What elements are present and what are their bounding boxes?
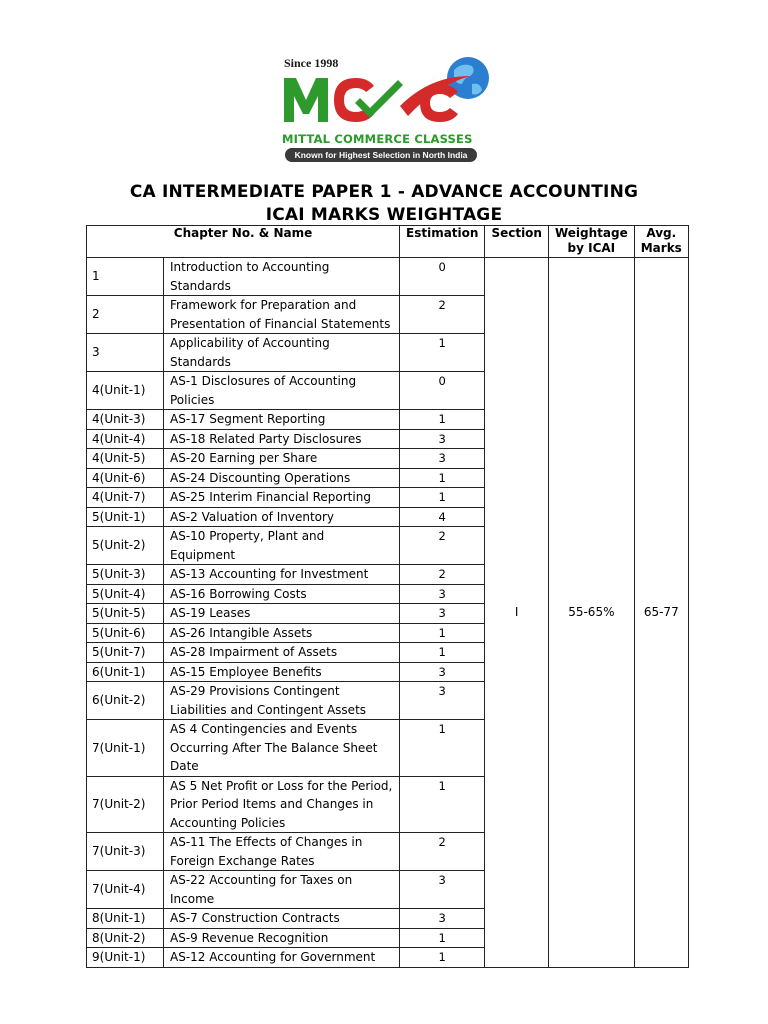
chapter-number: 9(Unit-1) — [87, 948, 164, 968]
estimation-value: 3 — [400, 909, 485, 929]
chapter-name: AS-17 Segment Reporting — [164, 410, 400, 430]
estimation-value: 4 — [400, 507, 485, 527]
estimation-value: 1 — [400, 410, 485, 430]
estimation-value: 1 — [400, 623, 485, 643]
chapter-number: 8(Unit-1) — [87, 909, 164, 929]
chapter-number: 5(Unit-2) — [87, 527, 164, 565]
chapter-name: AS-12 Accounting for Government — [164, 948, 400, 968]
chapter-name: AS-10 Property, Plant and Equipment — [164, 527, 400, 565]
chapter-name: AS-9 Revenue Recognition — [164, 928, 400, 948]
estimation-value: 2 — [400, 527, 485, 565]
chapter-number: 5(Unit-4) — [87, 584, 164, 604]
chapter-number: 3 — [87, 334, 164, 372]
weightage-value: 55-65% — [548, 258, 634, 968]
chapter-name: AS-1 Disclosures of Accounting Policies — [164, 372, 400, 410]
weightage-table — [86, 225, 689, 968]
brand-name: MITTAL COMMERCE CLASSES — [282, 132, 473, 146]
chapter-name: AS 4 Contingencies and Events Occurring After The Balance Sheet Date — [164, 720, 400, 777]
estimation-value: 3 — [400, 584, 485, 604]
estimation-value: 1 — [400, 948, 485, 968]
chapter-number: 4(Unit-4) — [87, 429, 164, 449]
tagline-badge: Known for Highest Selection in North India — [285, 148, 477, 162]
estimation-value: 3 — [400, 429, 485, 449]
chapter-name: AS 5 Net Profit or Loss for the Period, Prior Period Items and Changes in Accounting Policies — [164, 776, 400, 833]
estimation-value: 0 — [400, 258, 485, 296]
chapter-name: AS-22 Accounting for Taxes on Income — [164, 871, 400, 909]
chapter-name: AS-28 Impairment of Assets — [164, 643, 400, 663]
chapter-name: AS-25 Interim Financial Reporting — [164, 488, 400, 508]
chapter-name: AS-18 Related Party Disclosures — [164, 429, 400, 449]
estimation-value: 1 — [400, 488, 485, 508]
estimation-value: 3 — [400, 682, 485, 720]
chapter-number: 4(Unit-5) — [87, 449, 164, 469]
chapter-number: 6(Unit-2) — [87, 682, 164, 720]
chapter-name: AS-7 Construction Contracts — [164, 909, 400, 929]
chapter-name: Framework for Preparation and Presentation of Financial Statements — [164, 296, 400, 334]
chapter-number: 1 — [87, 258, 164, 296]
chapter-name: AS-20 Earning per Share — [164, 449, 400, 469]
estimation-value: 1 — [400, 776, 485, 833]
chapter-number: 5(Unit-7) — [87, 643, 164, 663]
chapter-number: 4(Unit-1) — [87, 372, 164, 410]
header-estimation: Estimation — [400, 226, 485, 258]
chapter-number: 5(Unit-5) — [87, 604, 164, 624]
estimation-value: 3 — [400, 604, 485, 624]
page-subtitle: ICAI MARKS WEIGHTAGE — [265, 205, 503, 225]
estimation-value: 2 — [400, 833, 485, 871]
chapter-number: 4(Unit-6) — [87, 468, 164, 488]
estimation-value: 1 — [400, 928, 485, 948]
chapter-number: 5(Unit-1) — [87, 507, 164, 527]
estimation-value: 3 — [400, 871, 485, 909]
estimation-value: 2 — [400, 565, 485, 585]
estimation-value: 1 — [400, 468, 485, 488]
chapter-number: 7(Unit-3) — [87, 833, 164, 871]
chapter-name: Introduction to Accounting Standards — [164, 258, 400, 296]
chapter-number: 7(Unit-4) — [87, 871, 164, 909]
chapter-name: AS-13 Accounting for Investment — [164, 565, 400, 585]
chapter-name: AS-16 Borrowing Costs — [164, 584, 400, 604]
chapter-number: 2 — [87, 296, 164, 334]
chapter-number: 4(Unit-7) — [87, 488, 164, 508]
table-body — [87, 258, 689, 968]
chapter-name: Applicability of Accounting Standards — [164, 334, 400, 372]
chapter-name: AS-29 Provisions Contingent Liabilities and Contingent Assets — [164, 682, 400, 720]
chapter-number: 4(Unit-3) — [87, 410, 164, 430]
since-year-text: Since 1998 — [284, 56, 339, 70]
estimation-value: 1 — [400, 643, 485, 663]
estimation-value: 3 — [400, 662, 485, 682]
chapter-number: 7(Unit-1) — [87, 720, 164, 777]
chapter-name: AS-26 Intangible Assets — [164, 623, 400, 643]
header-weightage: Weightage by ICAI — [548, 226, 634, 258]
section-value: I — [485, 258, 549, 968]
chapter-number: 7(Unit-2) — [87, 776, 164, 833]
chapter-name: AS-11 The Effects of Changes in Foreign Exchange Rates — [164, 833, 400, 871]
chapter-number: 8(Unit-2) — [87, 928, 164, 948]
chapter-name: AS-19 Leases — [164, 604, 400, 624]
estimation-value: 3 — [400, 449, 485, 469]
header-section: Section — [485, 226, 549, 258]
chapter-number: 6(Unit-1) — [87, 662, 164, 682]
chapter-name: AS-2 Valuation of Inventory — [164, 507, 400, 527]
chapter-number: 5(Unit-3) — [87, 565, 164, 585]
page-title: CA INTERMEDIATE PAPER 1 - ADVANCE ACCOUNTING — [129, 182, 639, 202]
chapter-number: 5(Unit-6) — [87, 623, 164, 643]
table-header-row — [87, 226, 689, 258]
table-row — [87, 258, 689, 296]
chapter-name: AS-24 Discounting Operations — [164, 468, 400, 488]
header-avg-marks: Avg. Marks — [634, 226, 688, 258]
estimation-value: 2 — [400, 296, 485, 334]
estimation-value: 1 — [400, 720, 485, 777]
logo — [282, 52, 497, 166]
estimation-value: 0 — [400, 372, 485, 410]
chapter-name: AS-15 Employee Benefits — [164, 662, 400, 682]
estimation-value: 1 — [400, 334, 485, 372]
header-chapter: Chapter No. & Name — [87, 226, 400, 258]
avg-marks-value: 65-77 — [634, 258, 688, 968]
